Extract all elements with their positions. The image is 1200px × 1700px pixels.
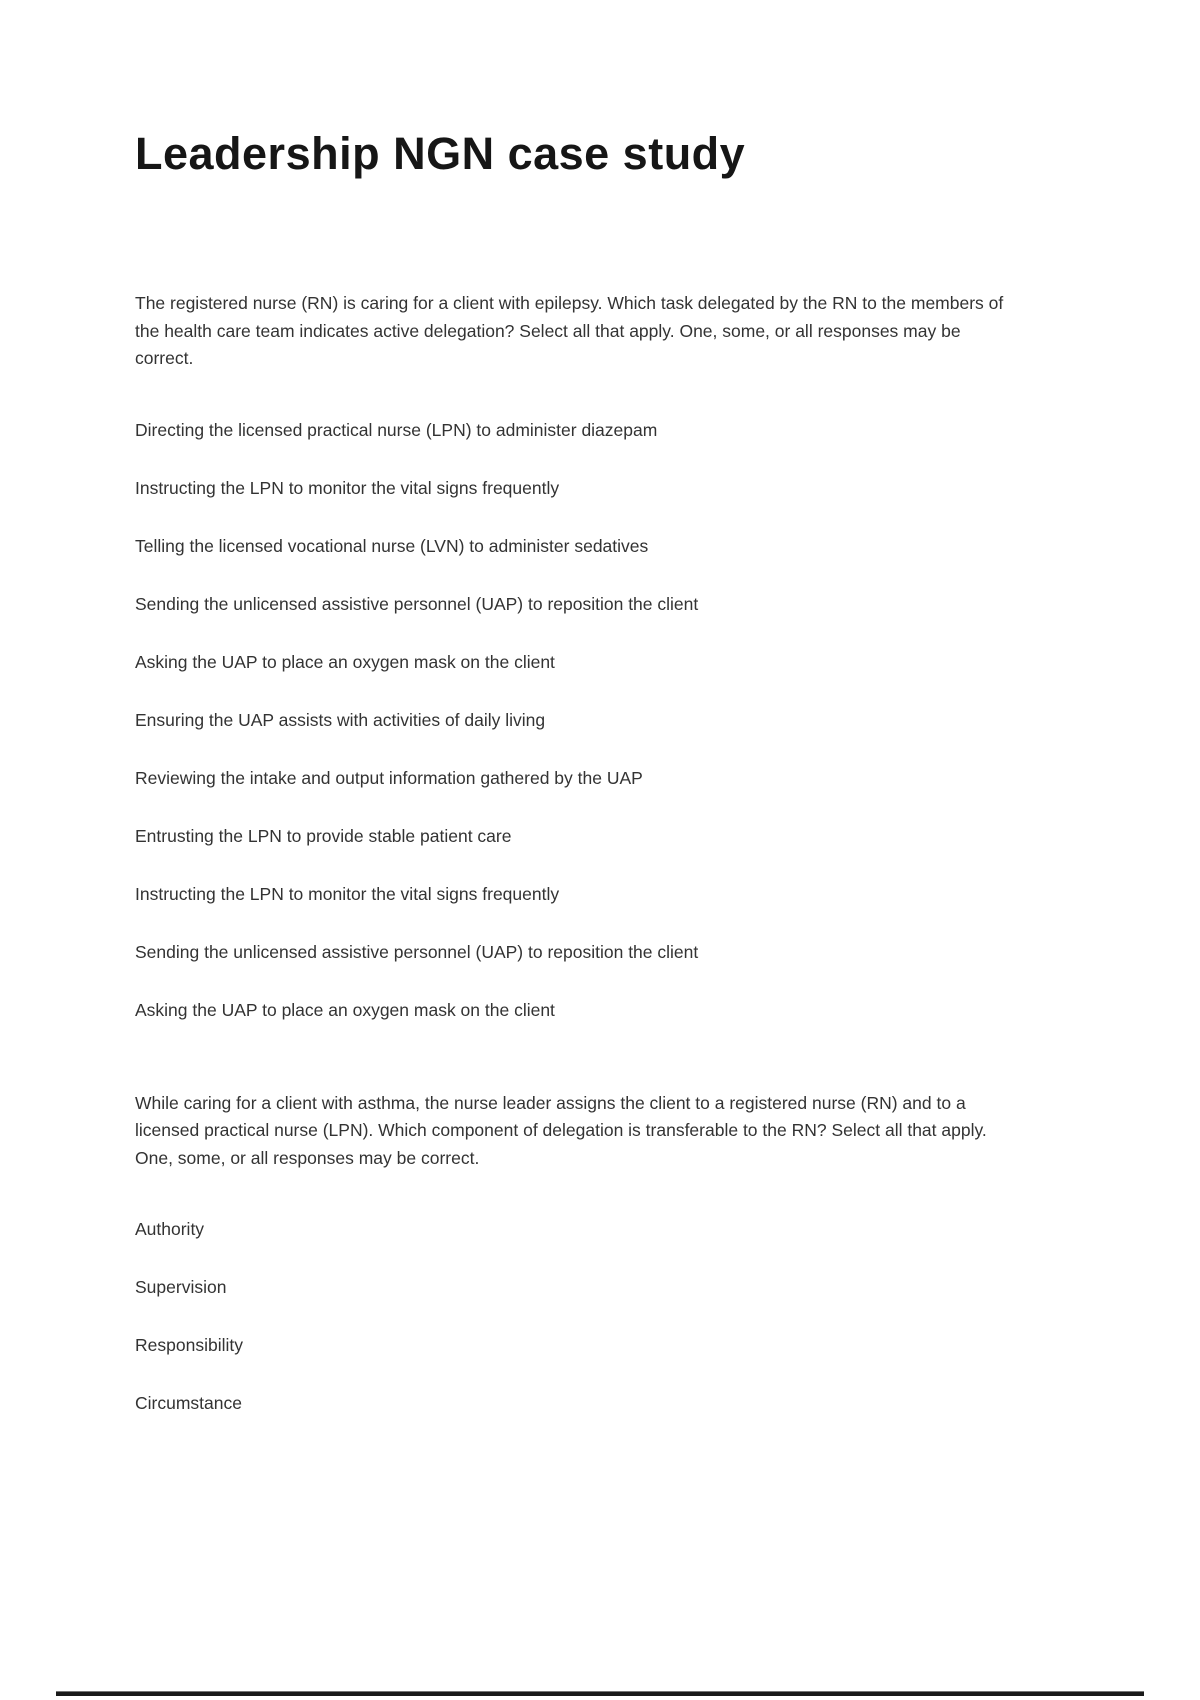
page-title: Leadership NGN case study bbox=[135, 128, 746, 179]
question-2-prompt: While caring for a client with asthma, the nurse leader assigns the client to a registered nurse (RN) and to a licensed practical nurse (LPN). Which component of delegation is transferable to the RN? Select all that apply. One, some, or all responses may be correct. bbox=[135, 1092, 987, 1168]
answer-option: Authority bbox=[135, 1219, 205, 1239]
answer-option: Supervision bbox=[135, 1277, 227, 1297]
answer-option: Reviewing the intake and output information gathered by the UAP bbox=[135, 767, 643, 788]
answer-option: Sending the unlicensed assistive personnel (UAP) to reposition the client bbox=[135, 593, 699, 614]
answer-option: Instructing the LPN to monitor the vital signs frequently bbox=[135, 477, 560, 498]
answer-option: Ensuring the UAP assists with activities of daily living bbox=[135, 709, 546, 730]
answer-option: Sending the unlicensed assistive personnel (UAP) to reposition the client bbox=[135, 941, 699, 962]
answer-option: Circumstance bbox=[135, 1393, 242, 1413]
answer-option: Responsibility bbox=[135, 1335, 243, 1355]
answer-option: Asking the UAP to place an oxygen mask on the client bbox=[135, 651, 555, 672]
question-block-1 bbox=[135, 290, 1040, 1024]
page-bottom-divider bbox=[56, 1691, 1144, 1696]
answer-option: Directing the licensed practical nurse (LPN) to administer diazepam bbox=[135, 419, 658, 440]
answer-option: Telling the licensed vocational nurse (LVN) to administer sedatives bbox=[135, 535, 649, 556]
answer-option: Asking the UAP to place an oxygen mask on the client bbox=[135, 999, 555, 1020]
question-1-prompt: The registered nurse (RN) is caring for a client with epilepsy. Which task delegated by the RN to the members of the health care team indicates active delegation? Select all that apply. One, some, or all responses may be correct. bbox=[135, 293, 1004, 368]
answer-option: Entrusting the LPN to provide stable patient care bbox=[135, 825, 512, 846]
question-block-2 bbox=[135, 1090, 1040, 1418]
answer-option: Instructing the LPN to monitor the vital signs frequently bbox=[135, 883, 560, 904]
